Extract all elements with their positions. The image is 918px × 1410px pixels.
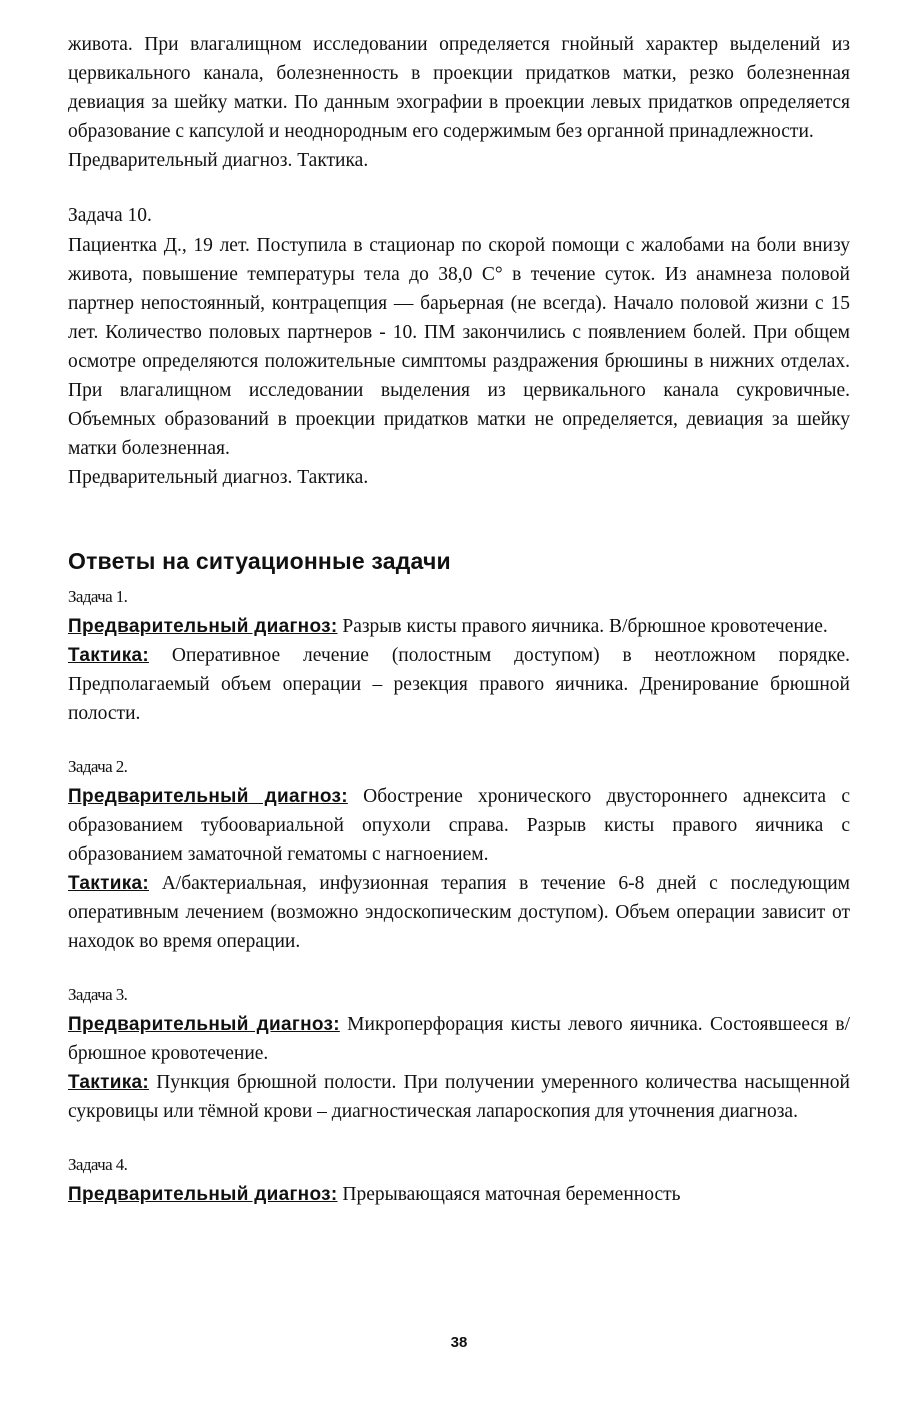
answer-4-title: Задача 4. <box>68 1155 128 1174</box>
answers-heading: Ответы на ситуационные задачи <box>68 548 451 574</box>
diagnosis-label: Предварительный диагноз: <box>68 1014 340 1035</box>
tactics-label: Тактика: <box>68 873 149 894</box>
answer-2-tactics-text: А/бактериальная, инфузионная терапия в течение 6-8 дней с последующим оперативным лечением (возможно эндоскопическим доступом). Объем операции зависит от находок во время операции. <box>68 873 851 952</box>
task-10-question: Предварительный диагноз. Тактика. <box>68 467 369 488</box>
diagnosis-label: Предварительный диагноз: <box>68 1184 338 1205</box>
spacer <box>68 728 850 752</box>
task-10-paragraph: Пациентка Д., 19 лет. Поступила в стационар по скорой помощи с жалобами на боли внизу живота, повышение температуры тела до 38,0 С° в течение суток. Из анамнеза половой партнер непостоянный, контрацепция — барьерная (не всегда). Начало половой жизни с 15 лет. Количество половых партнеров - 10. ПМ закончились с появлением болей. При общем осмотре определяются положительные симптомы раздражения брюшины в нижних отделах. При влагалищном исследовании выделения из цервикального канала сукровичные. Объемных образований в проекции придатков матки не определяется, девиация за шейку матки болезненная. <box>68 235 850 459</box>
spacer <box>68 1126 850 1150</box>
answer-1-diagnosis <box>68 612 850 641</box>
tactics-label: Тактика: <box>68 1072 149 1093</box>
answer-3-title: Задача 3. <box>68 985 128 1004</box>
tactics-label: Тактика: <box>68 645 149 666</box>
task-10-title: Задача 10. <box>68 205 152 226</box>
page-number: 38 <box>450 1334 468 1351</box>
answer-2-diagnosis <box>68 782 850 869</box>
diagnosis-label: Предварительный диагноз: <box>68 616 338 637</box>
answer-4-diagnosis-text: Прерывающаяся маточная беременность <box>342 1184 681 1205</box>
answer-3-tactics-text: Пункция брюшной полости. При получении умеренного количества насыщенной сукровицы или тёмной крови – диагностическая лапароскопия для уточнения диагноза. <box>68 1072 850 1122</box>
answer-1-title: Задача 1. <box>68 587 128 606</box>
answer-3-diagnosis <box>68 1010 850 1068</box>
spacer <box>68 956 850 980</box>
intro-question: Предварительный диагноз. Тактика. <box>68 150 369 171</box>
answer-1-tactics-text: Оперативное лечение (полостным доступом) в неотложном порядке. Предполагаемый объем операции – резекция правого яичника. Дренирование брюшной полости. <box>68 645 851 724</box>
answer-4-diagnosis <box>68 1180 850 1209</box>
answer-2-title: Задача 2. <box>68 757 128 776</box>
spacer <box>68 492 850 544</box>
answer-3-tactics <box>68 1068 850 1126</box>
intro-paragraph: живота. При влагалищном исследовании определяется гнойный характер выделений из цервикального канала, болезненность в проекции придатков матки, резко болезненная девиация за шейку матки. По данным эхографии в проекции левых придатков определяется образование с капсулой и неоднородным его содержимым без органной принадлежности. <box>68 34 850 142</box>
answer-1-diagnosis-text: Разрыв кисты правого яичника. В/брюшное кровотечение. <box>342 616 828 637</box>
answer-2-diagnosis-text: Обострение хронического двустороннего аднексита с образованием тубоовариальной опухоли справа. Разрыв кисты правого яичника с образованием заматочной гематомы с нагноением. <box>68 786 850 865</box>
answer-2-tactics <box>68 869 850 956</box>
answer-3-diagnosis-text: Микроперфорация кисты левого яичника. Состоявшееся в/брюшное кровотечение. <box>68 1014 851 1064</box>
document-page <box>68 30 850 1209</box>
diagnosis-label: Предварительный диагноз: <box>68 786 348 807</box>
spacer <box>68 175 850 201</box>
answer-1-tactics <box>68 641 850 728</box>
